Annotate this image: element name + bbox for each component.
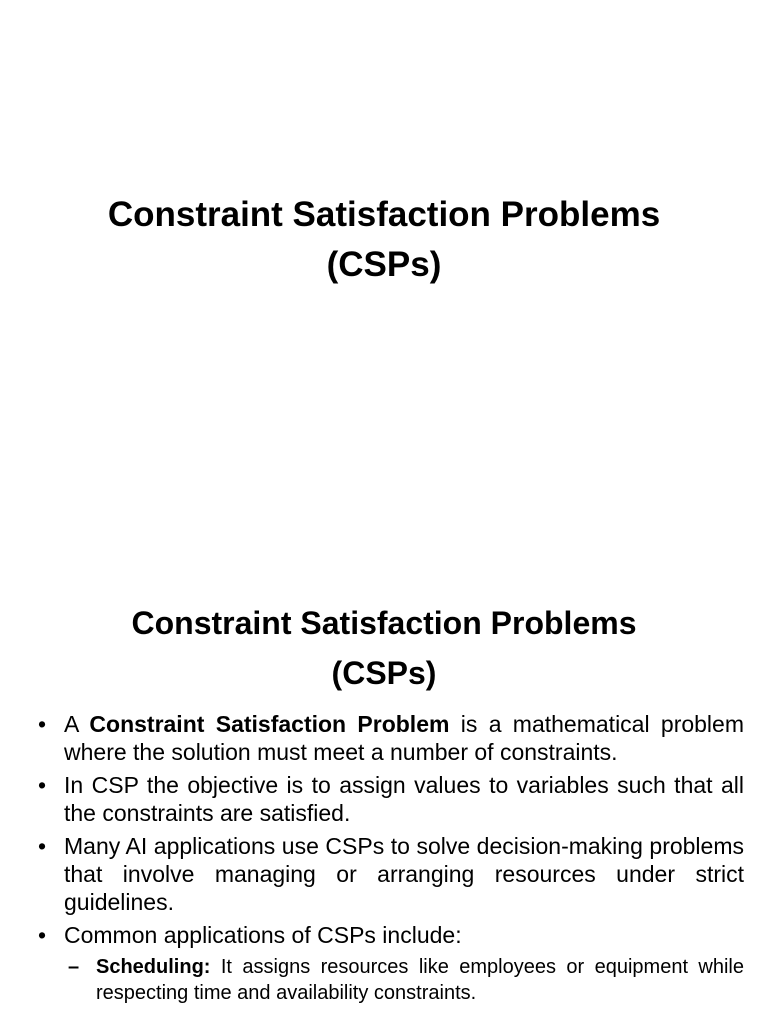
bullet-item xyxy=(36,921,744,949)
bullet-text: Common applications of CSPs include: xyxy=(64,922,462,948)
sub-bullet-item xyxy=(68,954,744,1006)
sub-bullet-text-bold: Scheduling: xyxy=(96,956,211,978)
bullet-item xyxy=(36,832,744,916)
sub-bullet-text: It assigns resources like employees or equipment while respecting time and availability constraints. xyxy=(96,956,744,1004)
slide-2 xyxy=(0,576,768,1024)
bullet-marker: • xyxy=(38,922,47,948)
slide-1-title-line-1: Constraint Satisfaction Problems xyxy=(107,195,661,234)
slide-2-title-line-2: (CSPs) xyxy=(331,655,437,691)
bullet-marker: • xyxy=(38,772,47,798)
slide-2-title xyxy=(0,598,768,698)
bullet-text-bold: Constraint Satisfaction Problem xyxy=(89,711,450,737)
sub-bullet-marker: – xyxy=(68,956,80,978)
slide-2-title-line-1: Constraint Satisfaction Problems xyxy=(131,605,637,641)
bullet-marker: • xyxy=(38,833,47,859)
bullet-item xyxy=(36,710,744,766)
bullet-text-prefix: A xyxy=(64,711,90,737)
bullet-text: Many AI applications use CSPs to solve decision-making problems that involve managing or arranging resources under strict guidelines. xyxy=(64,833,744,915)
slide-1-title-line-2: (CSPs) xyxy=(326,245,442,284)
bullet-text: In CSP the objective is to assign values to variables such that all the constraints are satisfied. xyxy=(64,772,744,826)
bullet-marker: • xyxy=(38,711,47,737)
slide-1-title xyxy=(0,190,768,290)
bullet-item xyxy=(36,771,744,827)
bullet-text: is a mathematical problem where the solution must meet a number of constraints. xyxy=(64,711,744,765)
bullet-list xyxy=(36,710,744,1006)
